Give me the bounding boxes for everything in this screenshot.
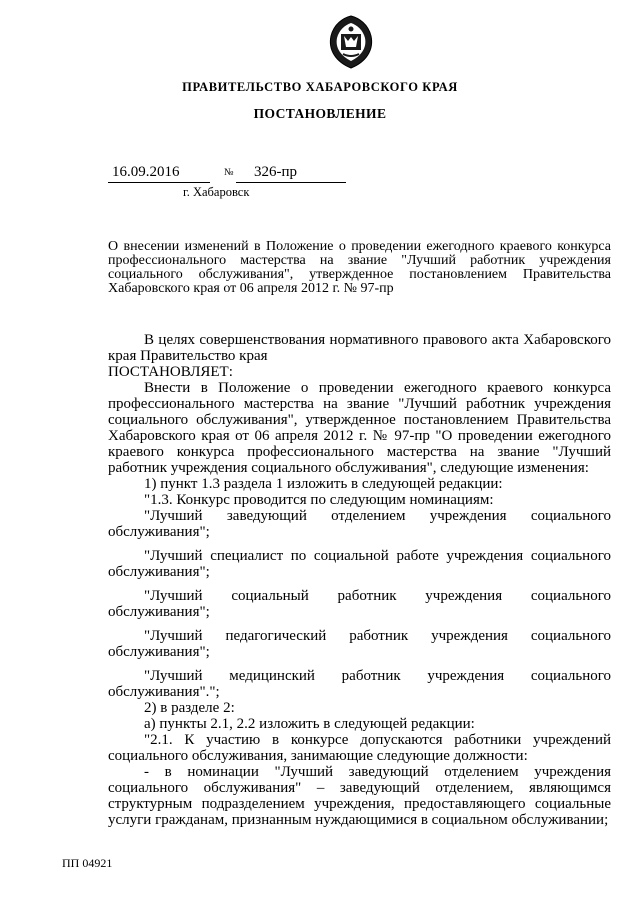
document-date: 16.09.2016 xyxy=(108,164,210,183)
paragraph-2: 1) пункт 1.3 раздела 1 изложить в следующей редакции: xyxy=(144,476,503,492)
paragraph-10: а) пункты 2.1, 2.2 изложить в следующей редакции: xyxy=(144,716,475,732)
organization-name: ПРАВИТЕЛЬСТВО ХАБАРОВСКОГО КРАЯ xyxy=(182,80,458,94)
nomination-1: "Лучший заведующий отделением учреждения социального обслуживания"; xyxy=(108,508,611,540)
city-name: г. Хабаровск xyxy=(183,185,250,199)
document-subject: О внесении изменений в Положение о проведении ежегодного краевого конкурса профессионального мастерства на звание "Лучший работник учреждения социального обслуживания", утвержденное постановлением Правительства Хабаровского края от 06 апреля 2012 г. № 97-пр xyxy=(108,239,611,296)
document-type: ПОСТАНОВЛЕНИЕ xyxy=(253,106,387,121)
nomination-5: "Лучший медицинский работник учреждения социального обслуживания"."; xyxy=(108,668,611,700)
nomination-2: "Лучший специалист по социальной работе учреждения социального обслуживания"; xyxy=(108,548,611,580)
number-sign: № xyxy=(224,167,234,178)
coat-of-arms-icon xyxy=(326,14,376,70)
paragraph-1: Внести в Положение о проведении ежегодного краевого конкурса профессионального мастерства на звание "Лучший работник учреждения социального обслуживания", утвержденное постановлением Правительства Хабаровского края от 06 апреля 2012 г. № 97-пр "О проведении ежегодного краевого конкурса профессионального мастерства на звание "Лучший работник учреждения социального обслуживания", следующие изменения: xyxy=(108,380,611,476)
paragraph-11: "2.1. К участию в конкурсе допускаются работники учреждений социального обслуживания, занимающие следующие должности: xyxy=(108,732,611,764)
document-body xyxy=(108,332,611,828)
paragraph-9: 2) в разделе 2: xyxy=(144,700,235,716)
footer-code: ПП 04921 xyxy=(62,856,113,870)
nomination-3: "Лучший социальный работник учреждения социального обслуживания"; xyxy=(108,588,611,620)
paragraph-3: "1.3. Конкурс проводится по следующим номинациям: xyxy=(144,492,494,508)
preamble-paragraph: В целях совершенствования нормативного правового акта Хабаровского края Правительство края xyxy=(108,332,611,364)
document-number: 326-пр xyxy=(236,164,346,183)
paragraph-12: - в номинации "Лучший заведующий отделением учреждения социального обслуживания" – заведующий отделением, являющимся структурным подразделением учреждения, предоставляющего социальные услуги гражданам, признанным нуждающимися в социальном обслуживании; xyxy=(108,764,611,828)
nomination-4: "Лучший педагогический работник учреждения социального обслуживания"; xyxy=(108,628,611,660)
resolves-heading: ПОСТАНОВЛЯЕТ: xyxy=(108,364,233,380)
